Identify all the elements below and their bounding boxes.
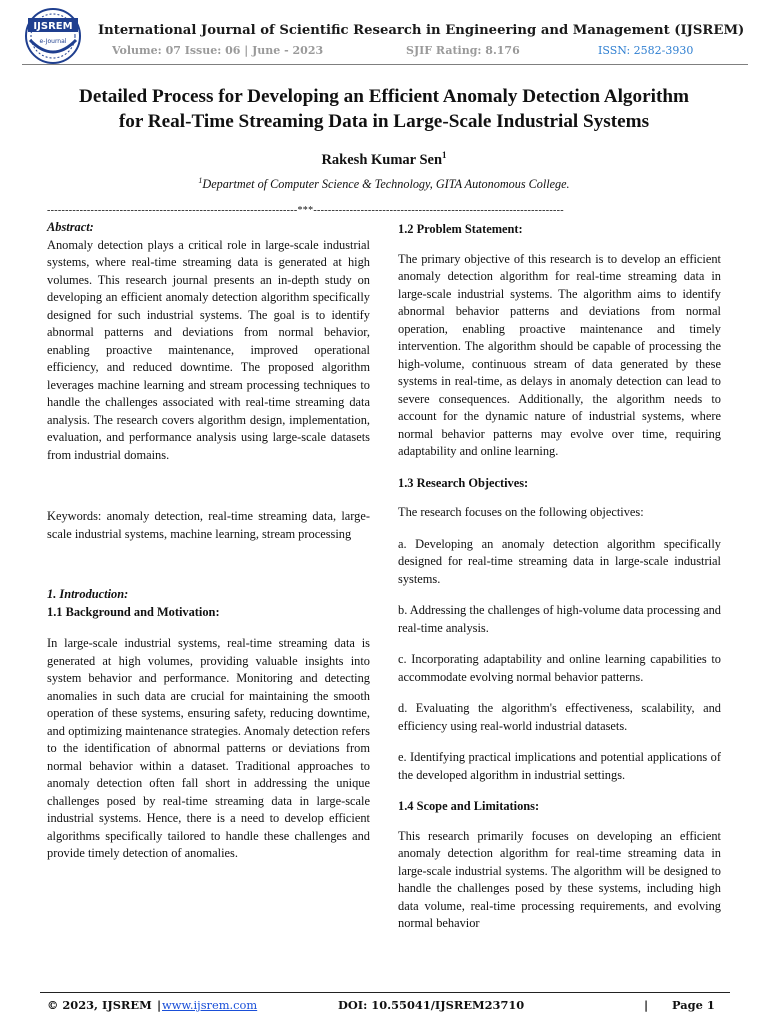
header-divider xyxy=(22,64,748,65)
introduction-heading: 1. Introduction: xyxy=(47,587,129,601)
scope-heading: 1.4 Scope and Limitations: xyxy=(398,799,540,813)
objective-item: e. Identifying practical implications and potential applications of the developed algorithm in industrial settings. xyxy=(398,750,721,782)
footer-page-separator: | xyxy=(644,998,649,1012)
page-number: Page 1 xyxy=(672,998,715,1012)
left-column xyxy=(47,219,370,863)
abstract-text: Anomaly detection plays a critical role in large-scale industrial systems, where real-time streaming data is generated at high volumes. This research journal presents an in-depth study on developing an efficient anomaly detection algorithm specifically designed for such industrial systems. The goal is to identify abnormal patterns and deviations from normal behavior, enabling proactive maintenance, improved operational efficiency, and reduced downtime. The proposed algorithm leverages machine learning and stream processing techniques to handle the challenges associated with real-time streaming data analysis. The research covers algorithm design, implementation, evaluation, and performance analysis using large-scale datasets from industrial domains. xyxy=(47,237,370,462)
author xyxy=(0,150,768,169)
objectives-intro: The research focuses on the following objectives: xyxy=(398,505,644,519)
title-line-1: Detailed Process for Developing an Efficient Anomaly Detection Algorithm xyxy=(78,86,689,107)
affiliation xyxy=(0,176,768,192)
objective-item: d. Evaluating the algorithm's effectiveness, scalability, and efficiency using real-world industrial datasets. xyxy=(398,701,721,733)
scope-text: This research primarily focuses on developing an efficient anomaly detection algorithm for real-time streaming data in large-scale industrial systems. The algorithm will be designed to handle the challenges posed by these systems, including high data volume, real-time processing requirements, and evolving normal behavior xyxy=(398,828,721,930)
keywords: Keywords: anomaly detection, real-time streaming data, large-scale industrial systems, machine learning, stream processing xyxy=(47,509,370,541)
objective-item: c. Incorporating adaptability and online learning capabilities to accommodate evolving normal behavior patterns. xyxy=(398,652,721,684)
abstract-heading: Abstract: xyxy=(47,220,94,234)
background-text: In large-scale industrial systems, real-time streaming data is generated at high volumes, providing valuable insights into system behavior and performance. Monitoring and detecting anomalies in such data are crucial for maintaining the smooth operation of these systems, ensuring safety, reducing downtime, and optimizing maintenance strategies. Anomaly detection refers to the identification of abnormal patterns or deviations from normal behavior within a dataset. Traditional approaches to anomaly detection often fall short in addressing the unique challenges posed by real-time streaming data in large-scale industrial systems. Hence, there is a need to develop efficient algorithms specifically tailored to handle these challenges and provide timely detection of anomalies. xyxy=(47,636,370,860)
footer-website-link[interactable]: www.ijsrem.com xyxy=(162,998,258,1012)
paper-title xyxy=(0,84,768,134)
title-line-2: for Real-Time Streaming Data in Large-Scale Industrial Systems xyxy=(118,111,650,132)
sjif-rating: SJIF Rating: 8.176 xyxy=(406,44,520,57)
footer-copyright: © 2023, IJSREM xyxy=(47,998,152,1012)
svg-text:IJSREM: IJSREM xyxy=(33,21,73,32)
issn: ISSN: 2582-3930 xyxy=(598,44,694,57)
journal-name: International Journal of Scientific Research in Engineering and Management (IJSREM) xyxy=(98,23,745,38)
background-heading: 1.1 Background and Motivation: xyxy=(47,604,220,619)
author-name: Rakesh Kumar Sen xyxy=(321,151,443,168)
objective-item: b. Addressing the challenges of high-volume data processing and real-time analysis. xyxy=(398,603,721,635)
author-superscript: 1 xyxy=(442,150,447,160)
svg-text:e-Journal: e-Journal xyxy=(39,38,67,45)
volume-issue: Volume: 07 Issue: 06 | June - 2023 xyxy=(112,44,324,57)
footer-doi: DOI: 10.55041/IJSREM23710 xyxy=(338,998,525,1012)
objectives-heading: 1.3 Research Objectives: xyxy=(398,475,529,490)
footer-divider xyxy=(40,992,730,993)
objective-item: a. Developing an anomaly detection algorithm specifically designed for real-time streaming data in large-scale industrial systems. xyxy=(398,536,721,586)
affiliation-superscript: 1 xyxy=(198,176,203,185)
ijsrem-logo-icon xyxy=(20,6,86,66)
journal-header xyxy=(0,0,768,70)
right-column xyxy=(398,219,721,933)
footer-separator: | xyxy=(157,998,162,1012)
affiliation-text: Departmet of Computer Science & Technology, GITA Autonomous College. xyxy=(202,177,570,192)
problem-heading: 1.2 Problem Statement: xyxy=(398,222,523,236)
problem-text: The primary objective of this research is to develop an efficient anomaly detection algorithm for real-time streaming data in large-scale industrial systems. The algorithm aims to identify abnormal behavior patterns and deviations from normal operation, enabling proactive maintenance and timely intervention. The algorithm should be capable of processing the high-volume, continuous stream of data generated by these systems in real-time, as delays in anomaly detection can lead to severe consequences. Additionally, the algorithm needs to account for the dynamic nature of industrial systems, where normal behavior patterns may evolve over time, requiring adaptability and online learning. xyxy=(398,251,721,458)
section-separator: ---------------------------------------------------------------------***--------------------------------------------------------------------- xyxy=(47,205,564,216)
